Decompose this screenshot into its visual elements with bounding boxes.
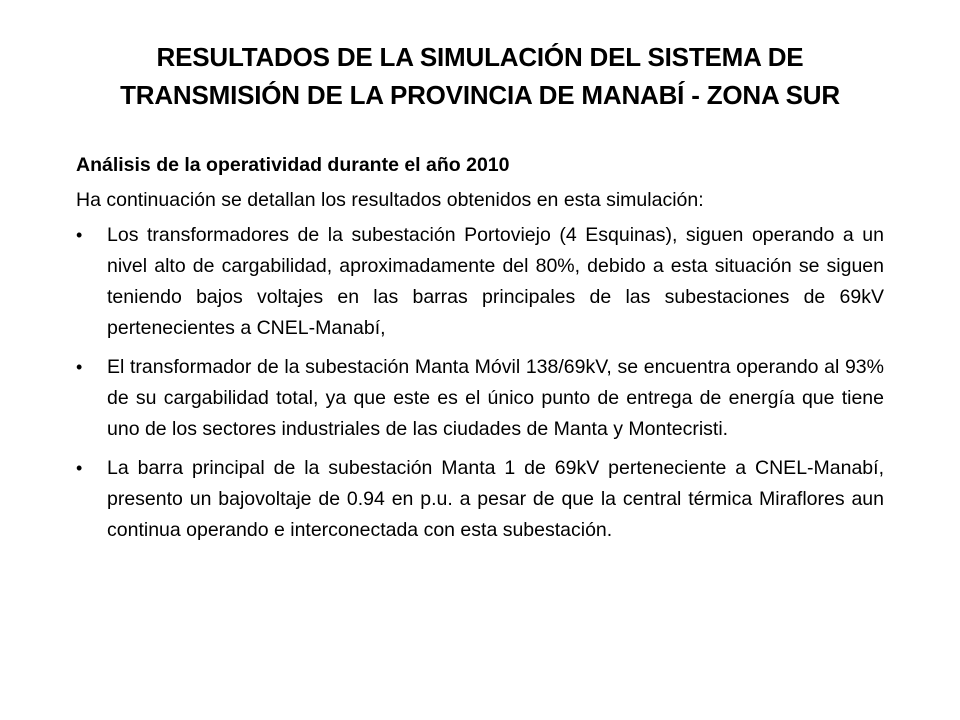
slide-title-line-2: TRANSMISIÓN DE LA PROVINCIA DE MANABÍ - ZONA SUR xyxy=(120,80,840,110)
bullet-item-1 xyxy=(76,220,884,344)
intro-paragraph: Ha continuación se detallan los resultados obtenidos en esta simulación: xyxy=(76,189,704,211)
slide-title-line-1: RESULTADOS DE LA SIMULACIÓN DEL SISTEMA DE xyxy=(156,42,804,72)
slide-title xyxy=(70,38,890,114)
bullet-text-3: La barra principal de la subestación Manta 1 de 69kV perteneciente a CNEL-Manabí, presento un bajovoltaje de 0.94 en p.u. a pesar de que la central térmica Miraflores aun continua operando e interconectada con esta subestación. xyxy=(107,457,884,541)
bullet-text-2: El transformador de la subestación Manta Móvil 138/69kV, se encuentra operando al 93% de su cargabilidad total, ya que este es el único punto de entrega de energía que tiene uno de los sectores industriales de las ciudades de Manta y Montecristi. xyxy=(107,356,884,440)
slide-body xyxy=(76,150,884,554)
bullet-text-1: Los transformadores de la subestación Portoviejo (4 Esquinas), siguen operando a un nivel alto de cargabilidad, aproximadamente del 80%, debido a esta situación se siguen teniendo bajos voltajes en las barras principales de las subestaciones de 69kV pertenecientes a CNEL-Manabí, xyxy=(107,224,884,339)
bullet-icon: • xyxy=(76,458,83,478)
bullet-item-2 xyxy=(76,352,884,445)
bullet-icon: • xyxy=(76,357,83,377)
bullet-item-3 xyxy=(76,453,884,546)
bullet-list xyxy=(76,220,884,546)
bullet-icon: • xyxy=(76,225,83,245)
section-heading: Análisis de la operatividad durante el año 2010 xyxy=(76,154,510,176)
